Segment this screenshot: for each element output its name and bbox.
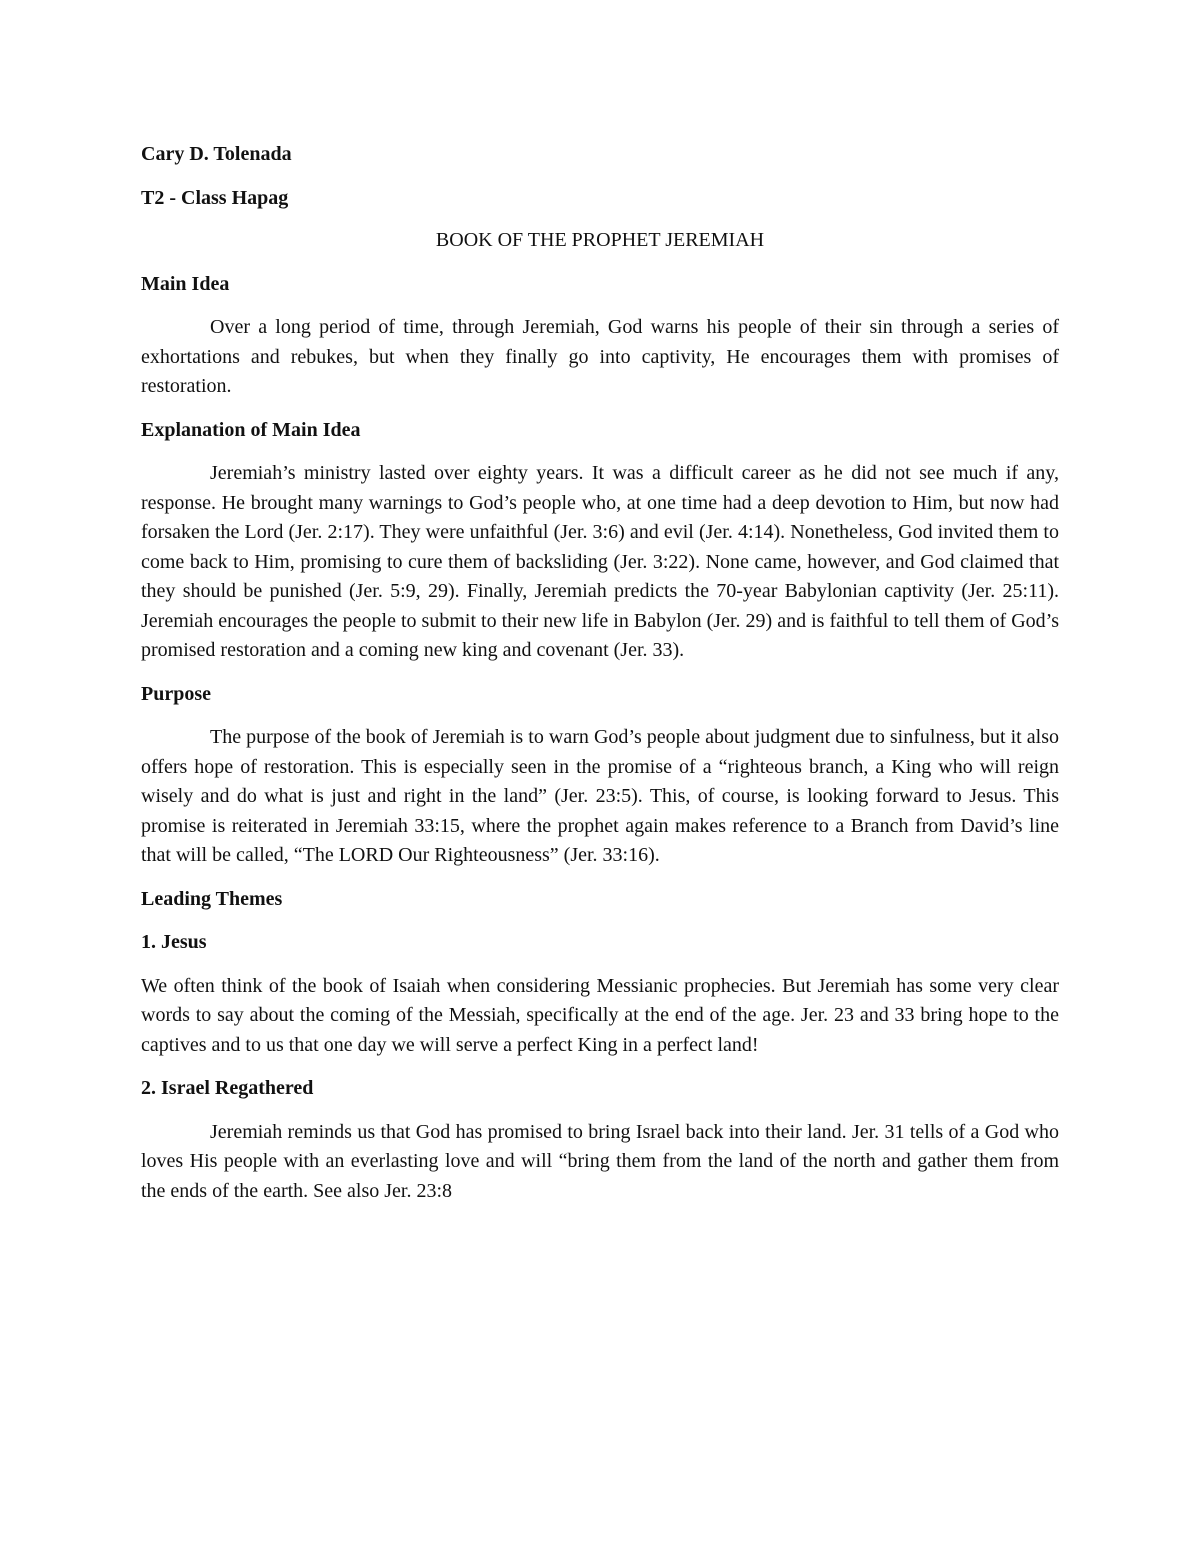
class-line: T2 - Class Hapag <box>141 186 289 209</box>
purpose-heading: Purpose <box>141 682 211 705</box>
author-name: Cary D. Tolenada <box>141 143 292 165</box>
theme-israel-paragraph: Jeremiah reminds us that God has promised to bring Israel back into their land. Jer. 31 tells of a God who loves His people with an everlasting love and will “bring them from the land of the north and gather them from the ends of the earth. See also Jer. 23:8 <box>141 1120 1059 1202</box>
purpose-paragraph: The purpose of the book of Jeremiah is to warn God’s people about judgment due to sinfulness, but it also offers hope of restoration. This is especially seen in the promise of a “righteous branch, a King who will reign wisely and do what is just and right in the land” (Jer. 23:5). This, of course, is looking forward to Jesus. This promise is reiterated in Jeremiah 33:15, where the prophet again makes reference to a Branch from David’s line that will be called, “The LORD Our Righteousness” (Jer. 33:16). <box>141 726 1059 866</box>
document-title: BOOK OF THE PROPHET JEREMIAH <box>435 229 765 251</box>
theme-israel-heading: 2. Israel Regathered <box>141 1077 314 1099</box>
main-idea-heading: Main Idea <box>141 272 230 295</box>
explanation-heading: Explanation of Main Idea <box>141 418 361 441</box>
explanation-paragraph: Jeremiah’s ministry lasted over eighty years. It was a difficult career as he did not see much if any, response. He brought many warnings to God’s people who, at one time had a deep devotion to Him, but now had forsaken the Lord (Jer. 2:17). They were unfaithful (Jer. 3:6) and evil (Jer. 4:14). Nonetheless, God invited them to come back to Him, promising to cure them of backsliding (Jer. 3:22). None came, however, and God claimed that they should be punished (Jer. 5:9, 29). Finally, Jeremiah predicts the 70-year Babylonian captivity (Jer. 25:11). Jeremiah encourages the people to submit to their new life in Babylon (Jer. 29) and is faithful to tell them of God’s promised restoration and a coming new king and covenant (Jer. 33). <box>141 462 1059 661</box>
theme-jesus-heading: 1. Jesus <box>141 931 207 953</box>
leading-themes-heading: Leading Themes <box>141 887 283 910</box>
document-page <box>141 140 1059 1220</box>
main-idea-paragraph: Over a long period of time, through Jeremiah, God warns his people of their sin through a series of exhortations and rebukes, but when they finally go into captivity, He encourages them with promises of restoration. <box>141 316 1059 397</box>
theme-jesus-paragraph: We often think of the book of Isaiah when considering Messianic prophecies. But Jeremiah has some very clear words to say about the coming of the Messiah, specifically at the end of the age. Jer. 23 and 33 bring hope to the captives and to us that one day we will serve a perfect King in a perfect land! <box>141 974 1059 1056</box>
